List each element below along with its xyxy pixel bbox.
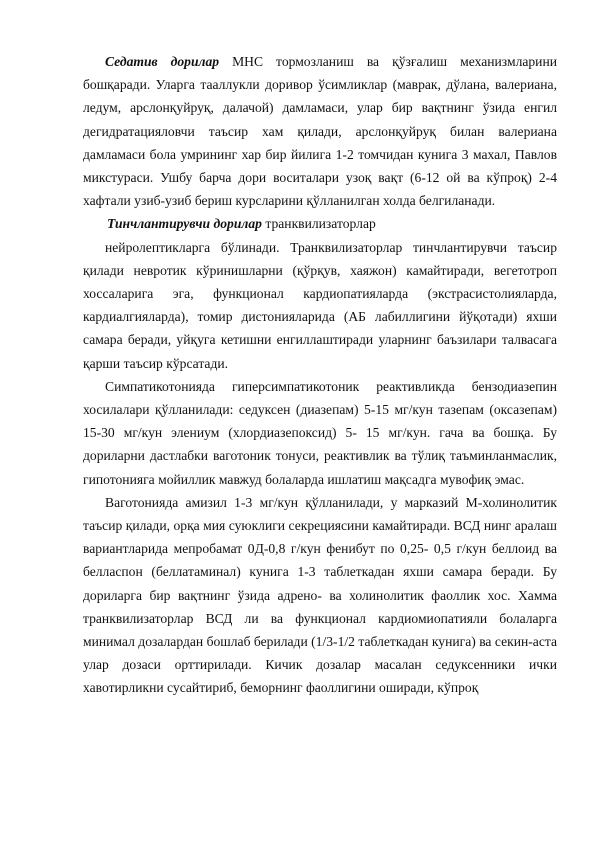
paragraph-sedative-drugs	[83, 50, 557, 212]
heading-line-text: транквилизаторлар	[261, 216, 376, 232]
paragraph-sympathicotonia	[83, 375, 557, 491]
paragraph-text: Ваготонияда амизил 1-3 мг/кун қўлланилади, у марказий М-холинолитик таъсир қилади, орқа мия суюклиги секрециясини камайтиради. ВСД нинг аралаш вариантларида мепробамат 0Д-0,8 г/кун фенибут по 0,25- 0,5 г/кун беллоид ва белласпон (беллатаминал) кунига 1-3 таблеткадан яхши самара беради. Бу дориларга бир вақтнинг ўзида адрено- ва холинолитик фаоллик хос. Хамма транквилизаторлар ВСД ли ва функционал кардиомиопатияли болаларга минимал дозалардан бошлаб берилади (1/3-1/2 таблеткадан кунига) ва секин-аста улар дозаси орттирилади. Кичик дозалар масалан седуксенники ички хавотирликни сусайтириб, беморнинг фаоллигини оширади, кўпроқ	[83, 494, 557, 696]
paragraph-vagotonia	[83, 491, 557, 700]
paragraph-text: МНС тормозланиш ва қўзғалиш механизмларини бошқаради. Уларга тааллукли доривор ўсимликлар (маврак, дўлана, валериана, ледум, арслонқуйруқ, далачой) дамламаси, улар бир вақтнинг ўзида енгил дегидратацияловчи таъсир хам қилади, арслонқуйруқ билан валериана дамламаси бола умрининг хар бир йилига 1-2 томчидан кунига 3 махал, Павлов микстураси. Ушбу барча дори воситалари узоқ вақт (6-12 ой ва кўпроқ) 2-4 хафтали узиб-узиб бериш курсларини қўлланилган холда белгиланади.	[83, 54, 558, 209]
heading-line-tranquilizers	[83, 212, 557, 235]
paragraph-text: Симпатикотонияда гиперсимпатикотоник реактивликда бензодиазепин хосилалари қўлланилади: седуксен (диазепам) 5-15 мг/кун тазепам (оксазепам) 15-30 мг/кун элениум (хлордиазепоксид) 5- 15 мг/кун. гача ва бошқа. Бу дориларни дастлабки ваготоник тонуси, реактивлик ва тўлиқ таъминланмаслик, гипотонияга мойиллик мавжуд болаларда ишлатиш мақсадга мувофиқ эмас.	[83, 378, 557, 487]
term-calming-drugs: Тинчлантирувчи дорилар	[107, 216, 262, 232]
document-page	[83, 50, 557, 700]
paragraph-text: нейролептикларга бўлинади. Транквилизаторлар тинчлантирувчи таъсир қилади невротик кўринишларни (қўрқув, хаяжон) камайтиради, вегетотроп хоссаларига эга, функционал кардиопатияларда (экстрасистолияларда, кардиалгияларда), томир дистонияларида (АБ лабиллигини йўқотади) яхши самара беради, уйқуга кетишни енгиллаштиради уларнинг баъзилари талвасага қарши таъсир кўрсатади.	[83, 239, 557, 371]
paragraph-tranquilizers	[83, 236, 557, 375]
term-sedative-drugs: Седатив дорилар	[105, 54, 220, 69]
